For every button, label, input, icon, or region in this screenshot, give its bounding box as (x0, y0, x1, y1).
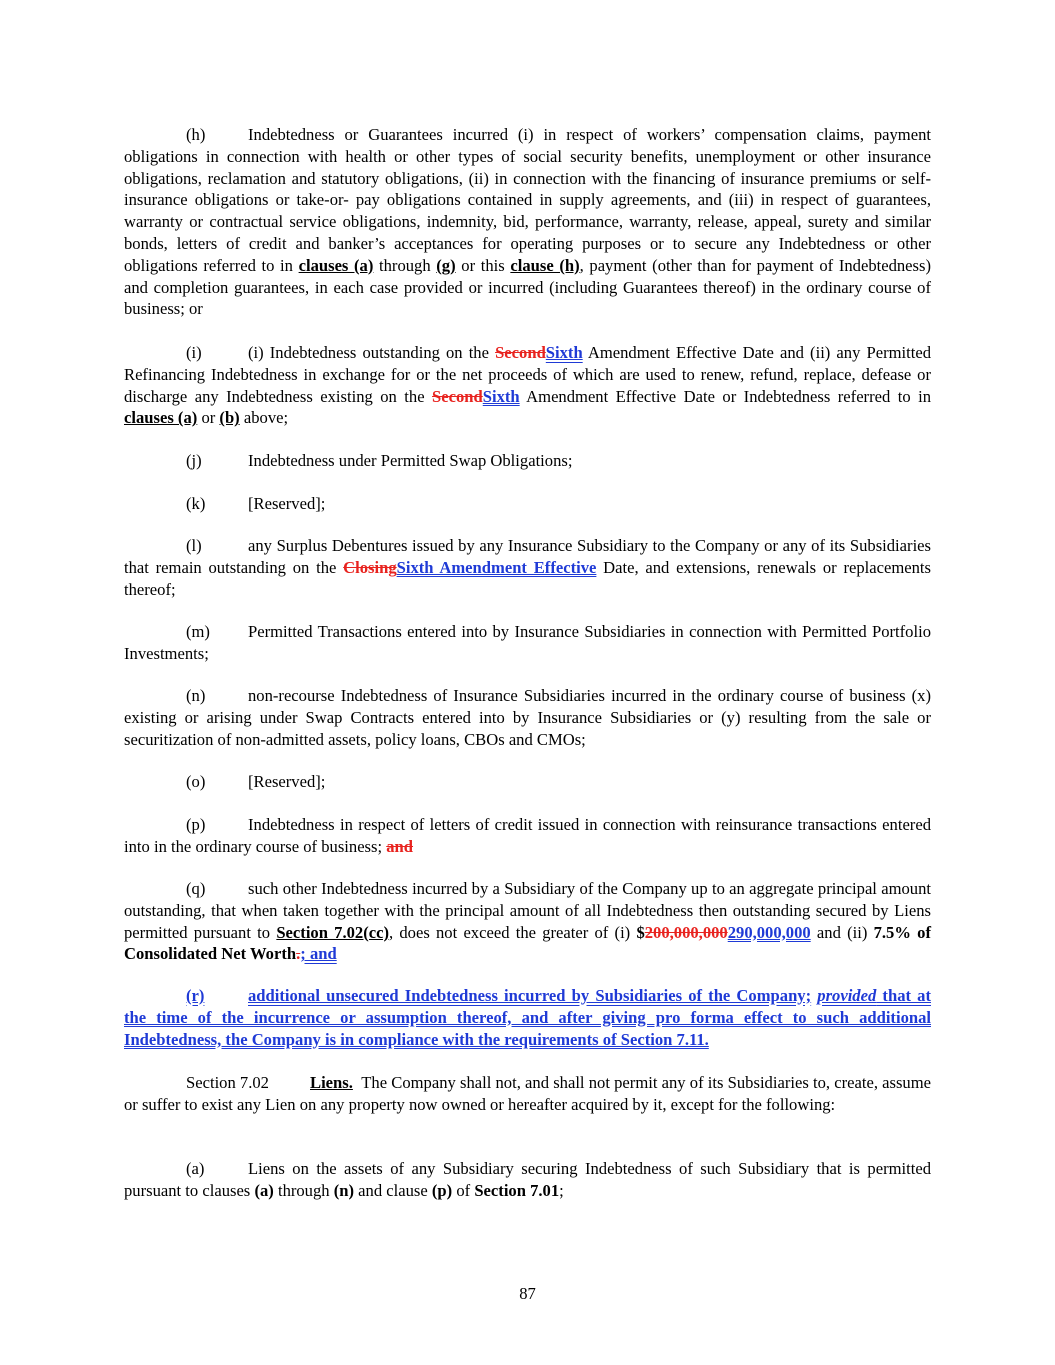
clause-label: (k) (186, 494, 206, 513)
clause-h: (h) Indebtedness or Guarantees incurred (i) in respect of workers’ compensation claims, payment obligations in connection with health or other types of social security benefits, unemployment or other insurance obligations, reclamation and statutory obligations, (ii) in connection with the financing of insurance premiums or self-insurance obligations or take-or- pay obligations contained in supply agreements, and (iii) in respect of guarantees, warranty or contractual service obligations, indemnity, bid, performance, warranty, release, appeal, surety and similar bonds, letters of credit and banker’s acceptances for operating purposes or to secure any Indebtedness or other obligations referred to in clauses (a) through (g) or this clause (h), payment (other than for payment of Indebtedness) and completion guarantees, in each case provided or incurred (including Guarantees thereof) in the ordinary course of business; or (124, 125, 931, 319)
clause-n: (n) non-recourse Indebtedness of Insurance Subsidiaries incurred in the ordinary course of business (x) existing or arising under Swap Contracts entered into by Insurance Subsidiaries or (y) resulting from the sale or securitization of non-admitted assets, policy loans, CBOs and CMOs; (124, 686, 931, 749)
clause-label: (o) (186, 772, 206, 791)
clause-m: (m) Permitted Transactions entered into by Insurance Subsidiaries in connection with Permitted Portfolio Investments; (124, 622, 931, 663)
inserted-text: ; and (300, 944, 337, 964)
deleted-text: and (386, 836, 414, 856)
inserted-text: provided (817, 986, 877, 1005)
clause-label: (j) (186, 451, 202, 470)
deleted-text: Second (432, 386, 483, 406)
clause-i: (i) (i) Indebtedness outstanding on the SecondSixth Amendment Effective Date and (ii) any Permitted Refinancing Indebtedness in exchange for or the net proceeds of which are used to renew, refund, replace, defease or discharge any Indebtedness existing on the SecondSixth Amendment Effective Date or Indebtedness referred to in clauses (a) or (b) above; (124, 343, 931, 428)
clause-label: (l) (186, 536, 202, 555)
clause-k: (k) [Reserved]; (186, 494, 326, 513)
clause-l: (l) any Surplus Debentures issued by any Insurance Subsidiary to the Company or any of its Subsidiaries that remain outstanding on the ClosingSixth Amendment Effective Date, and extensions, renewals or replacements thereof; (124, 536, 931, 599)
clause-label: (q) (186, 879, 206, 898)
clause-label: (h) (186, 125, 206, 144)
deleted-text: Second (495, 343, 546, 362)
section-number: Section 7.02 (186, 1073, 269, 1092)
deleted-text: Closing (343, 557, 397, 577)
clause-p: (p) Indebtedness in respect of letters of credit issued in connection with reinsurance transactions entered into in the ordinary course of business; and (124, 815, 931, 856)
clause-o: (o) [Reserved]; (186, 772, 326, 791)
clause-label: (i) (186, 343, 202, 362)
cross-reference: clauses (a) (298, 255, 374, 275)
cross-reference: clauses (a) (124, 408, 198, 428)
cross-reference: (b) (219, 408, 240, 428)
deleted-text: 200,000,000 (644, 922, 728, 942)
section-7-02: Section 7.02 Liens. The Company shall not, and shall not permit any of its Subsidiaries to, create, assume or suffer to exist any Lien on any property now owned or hereafter acquired by it, except for the following: (124, 1073, 932, 1114)
inserted-text: Sixth (482, 386, 520, 406)
inserted-text: that at the time of the incurrence or assumption thereof, and after giving pro forma effect to such additional Indebtedness, the Company is in compliance with the requirements of Section 7.11. (124, 986, 931, 1049)
clause-j: (j) Indebtedness under Permitted Swap Obligations; (186, 451, 573, 470)
clause-r (124, 985, 931, 1050)
bold-text: 7.5% of Consolidated Net Worth (124, 922, 931, 964)
inserted-text: additional unsecured Indebtedness incurred by Subsidiaries of the Company; (248, 986, 812, 1005)
clause-label: (n) (186, 686, 206, 705)
page-number: 87 (519, 1284, 536, 1303)
inserted-text: 290,000,000 (727, 922, 811, 942)
cross-reference: (g) (436, 255, 456, 275)
inserted-text: Sixth (545, 343, 583, 362)
clause-label: (p) (186, 815, 206, 834)
clause-a: (a) Liens on the assets of any Subsidiary securing Indebtedness of such Subsidiary that is permitted pursuant to clauses (a) through (n) and clause (p) of Section 7.01; (124, 1159, 931, 1200)
inserted-text: Sixth Amendment Effective (396, 557, 597, 577)
clause-label: (m) (186, 622, 210, 641)
clause-label: (a) (186, 1159, 205, 1178)
clause-label: (r) (186, 986, 205, 1005)
cross-reference: Section 7.02(cc) (276, 922, 389, 942)
deleted-text: . (296, 944, 301, 964)
cross-reference: clause (h) (510, 255, 580, 275)
clause-q: (q) such other Indebtedness incurred by a Subsidiary of the Company up to an aggregate principal amount outstanding, that when taken together with the principal amount of all Indebtedness then outstanding secured by Liens permitted pursuant to Section 7.02(cc), does not exceed the greater of (i) $200,000,000290,000,000 and (ii) 7.5% of Consolidated Net Worth.; and (124, 879, 931, 964)
section-heading: Liens. (310, 1073, 353, 1092)
